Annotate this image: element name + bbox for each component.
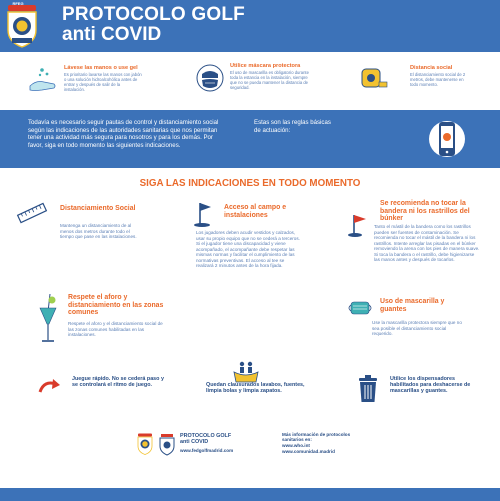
tip-text-wash: Es prioritario lavarse las manos con jabón o una solución hidroalcohólica antes de entrar y después de salir de la instalación. xyxy=(64,72,142,93)
golf-flag-icon xyxy=(192,200,216,228)
footer-crest-icon xyxy=(136,432,154,456)
section-title: SIGA LAS INDICACIONES EN TODO MOMENTO xyxy=(139,178,361,189)
item-title-distancing: Distanciamiento Social xyxy=(60,205,136,212)
item-text-access: Los jugadores deben acudir vestidos y calzados, usar su propio equipo que no se cederá a terceros. Si el jugador tiene una discapacidad y viene acompañado, el acompañante debe respetar las mismas normas y facilitar el cumplimiento de las normativas preventivas. El acceso al tee se realizará 2 minutos antes de la hora fijada. xyxy=(196,230,300,268)
ruler-icon xyxy=(16,202,48,224)
arrow-curve-icon xyxy=(36,376,62,398)
footer-info-label: Más información de protocolos sanitarios en: xyxy=(282,432,351,443)
band-right-text: Estas son las reglas básicas de actuación: xyxy=(254,119,331,134)
bottom-text-closed: Quedan clausurados lavabos, fuentes, limpia bolas y limpia zapatos. xyxy=(206,382,305,395)
item-title-mask: Uso de mascarilla y guantes xyxy=(380,298,445,313)
drink-glass-icon xyxy=(36,294,60,346)
page-title-line2: anti COVID xyxy=(62,24,162,45)
footer-link-comunidad[interactable]: www.comunidad.madrid xyxy=(282,448,335,454)
page-title-line1: PROTOCOLO GOLF xyxy=(62,4,245,25)
item-text-distancing: Mantenga un distanciamiento de al menos dos metros durante todo el tiempo que pase en las instalaciones. xyxy=(60,223,137,239)
item-text-mask: Use la mascarilla protectora siempre que no sea posible el distanciamiento social requerido. xyxy=(372,320,462,336)
item-title-capacity: Respete el aforo y distanciamiento en las zonas comunes xyxy=(68,294,164,317)
closed-restroom-icon xyxy=(232,356,260,384)
crest-bottom-text: GOLF xyxy=(13,34,23,39)
face-mask-icon xyxy=(196,64,224,94)
tip-title-distance: Distancia social xyxy=(410,65,453,71)
item-text-capacity: Respete el aforo y el distanciamiento social de las zonas comunes habilitadas en las instalaciones. xyxy=(68,321,163,337)
footer-title-line1: PROTOCOLO GOLF xyxy=(180,433,232,439)
trash-bin-icon xyxy=(356,374,380,404)
shield-crest-icon xyxy=(4,4,40,48)
surgical-mask-icon xyxy=(346,300,374,316)
tip-title-wash: Lávese las manos o use gel xyxy=(64,65,138,71)
bottom-text-dispose: Utilice los dispensadores habilitados para deshacerse de mascarillas y guantes. xyxy=(390,376,471,395)
tip-text-mask: El uso de mascarilla es obligatorio durante toda la estancia en la instalación, siempre que no se pueda mantener la distancia de seguridad. xyxy=(230,70,309,91)
bottom-text-play: Juegue rápido. No se cederá paso y se controlará el ritmo de juego. xyxy=(72,376,164,389)
footer-badge-icon xyxy=(158,432,176,456)
footer-site-link[interactable]: www.fedgolfmadrid.com xyxy=(180,448,234,453)
band-left-text: Todavía es necesario seguir pautas de control y distanciamiento social según las indicaciones de las autoridades sanitarias que nos permitan tener una actividad más segura para nosotros y para los demás. Por favor, siga en todo momento las siguientes indicaciones. xyxy=(28,119,219,149)
footer-band xyxy=(0,488,500,501)
footer-title-line2: anti COVID xyxy=(180,439,209,445)
footer-link-who[interactable]: www.who.int xyxy=(282,443,310,448)
tip-title-mask: Utilice máscara protectora xyxy=(230,63,301,69)
item-title-access: Acceso al campo e instalaciones xyxy=(224,204,287,219)
tip-text-distance: El distanciamiento social de 2 metros, debe mantenerse en todo momento. xyxy=(410,72,466,88)
hand-wash-icon xyxy=(28,66,58,94)
item-title-flag: Se recomienda no tocar la bandera ni los rastrillos del búnker xyxy=(380,200,470,223)
hole-flag-icon xyxy=(346,212,370,238)
item-text-flag: Tanto el mástil de la bandera como los rastrillos pueden ser fuentes de contaminación. Se recomienda no tocar el mástil de la bandera ni los rastrillos. Intente arreglar las pisadas en el búnker removiendo la arena con los pies de manera suave. Si toca la bandera o el rastrillo, debe higienizarse las manos antes y después de tocarlos. xyxy=(374,224,480,262)
tape-measure-icon xyxy=(360,66,388,92)
smartphone-virus-icon xyxy=(429,116,465,162)
crest-top-text: RFEG xyxy=(12,1,24,6)
